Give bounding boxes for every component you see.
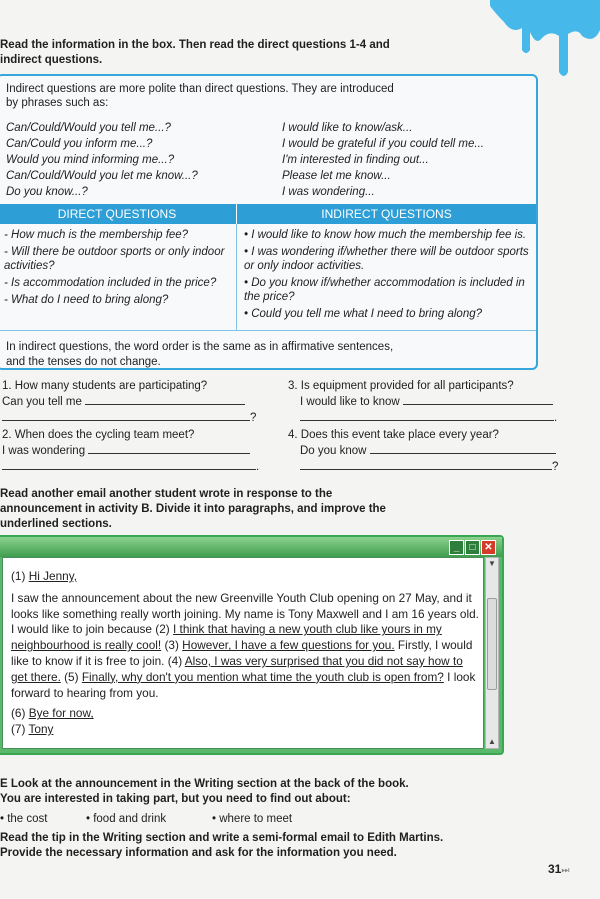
info-note-line1: In indirect questions, the word order is the same as in affirmative sentences, [6, 341, 394, 353]
indirect-questions-list [244, 228, 534, 324]
marker-5: (5) [64, 669, 79, 684]
underlined-section-2: I think that having a new youth club like yours in my neighbourhood is really cool! [11, 622, 442, 653]
exercise-1-prompt: Can you tell me [2, 396, 82, 408]
underlined-section-3: However, I have a few questions for you. [182, 638, 395, 653]
exercise-4-answer-line-2[interactable] [300, 459, 552, 470]
phrase-item: Can/Could you inform me...? [6, 138, 153, 150]
direct-questions-header: DIRECT QUESTIONS [0, 204, 236, 224]
marker-2: (2) [155, 622, 170, 637]
marker-4: (4) [167, 653, 183, 668]
forward-arrows-icon: ⏭ [561, 865, 570, 875]
task-e-item: • where to meet [212, 813, 293, 825]
info-intro [6, 82, 426, 110]
marker-1: (1) [11, 569, 26, 583]
task-d-instruction [0, 487, 386, 532]
exercise-2-answer-line[interactable] [88, 443, 250, 454]
exercise-1-answer-line-2[interactable] [2, 410, 250, 421]
phrase-item: Can/Could/Would you let me know...? [6, 170, 198, 182]
email-window [0, 535, 504, 755]
exercise-2 [2, 427, 282, 475]
phrases-right-list [282, 120, 536, 200]
exercise-3-answer-line[interactable] [403, 394, 553, 405]
direct-questions-list [4, 228, 232, 310]
task-d-line3: underlined sections. [0, 518, 112, 530]
close-icon[interactable]: ✕ [481, 540, 496, 555]
exercise-3-end: . [554, 412, 558, 424]
phrases-left-list [6, 120, 276, 200]
exercise-2-answer-line-2[interactable] [2, 459, 256, 470]
task-e-item: • the cost [0, 813, 48, 825]
info-intro-line2: by phrases such as: [6, 97, 109, 109]
email-scrollbar[interactable] [485, 557, 499, 749]
exercise-1-answer-line[interactable] [85, 394, 245, 405]
info-note [6, 340, 436, 370]
scroll-up-arrow-icon[interactable]: ▲ [488, 737, 496, 746]
task-e-item: • food and drink [86, 813, 167, 825]
indirect-question: • Could you tell me what I need to bring along? [244, 308, 483, 320]
direct-question: - How much is the membership fee? [4, 229, 189, 241]
exercise-4-end: ? [552, 461, 559, 473]
exercise-2-prompt: I was wondering [2, 445, 86, 457]
exercise-4-answer-line[interactable] [370, 443, 556, 454]
table-bottom-rule [0, 330, 536, 331]
page-number [548, 862, 569, 876]
marker-7: (7) [11, 722, 26, 737]
direct-question: - Is accommodation included in the price? [4, 277, 217, 289]
underlined-section-5: Finally, why don't you mention what time the youth club is open from? [81, 669, 444, 684]
indirect-question: • I would like to know how much the membership fee is. [244, 229, 527, 241]
exercise-3-answer-line-2[interactable] [300, 410, 554, 421]
task-e-line1: E Look at the announcement in the Writing section at the back of the book. [0, 778, 409, 790]
indirect-questions-header: INDIRECT QUESTIONS [237, 204, 536, 224]
email-body [2, 557, 484, 749]
underlined-section-4: Also, I was very surprised that you did not say how to get there. [11, 653, 463, 684]
email-paragraph-text: I look forward to hearing from you. [11, 669, 476, 700]
info-intro-line1: Indirect questions are more polite than direct questions. They are introduced [6, 83, 394, 95]
exercise-1 [2, 378, 282, 426]
task-c-instruction [0, 38, 390, 68]
email-text [11, 569, 479, 738]
exercise-1-end: ? [250, 412, 257, 424]
task-e-line2: You are interested in taking part, but you need to find out about: [0, 793, 351, 805]
task-e-items [0, 812, 590, 827]
task-e-instruction [0, 777, 590, 861]
phrase-item: Can/Could/Would you tell me...? [6, 122, 171, 134]
exercise-3-prompt: I would like to know [300, 396, 400, 408]
marker-3: (3) [164, 638, 179, 653]
page-number-value: 31 [548, 862, 562, 876]
phrase-item: Would you mind informing me...? [6, 154, 175, 166]
indirect-questions-info-box [0, 74, 538, 370]
phrase-item: I was wondering... [282, 186, 375, 198]
exercise-3-question: 3. Is equipment provided for all participants? [288, 380, 514, 392]
window-controls [448, 540, 496, 555]
minimize-icon[interactable]: _ [449, 540, 464, 555]
exercise-1-question: 1. How many students are participating? [2, 380, 208, 392]
underlined-section-6: Bye for now, [28, 706, 94, 721]
underlined-greeting: Hi Jenny, [28, 569, 78, 583]
email-paragraph-text: I saw the announcement about the new Greenville Youth Club opening on 27 May, and it looks like something really worth joining. My name is Tony Maxwell and I am 16 years old. I would like to join because [11, 590, 479, 637]
task-d-line1: Read another email another student wrote in response to the [0, 488, 333, 500]
phrase-item: Do you know...? [6, 186, 88, 198]
exercise-2-end: . [256, 461, 260, 473]
task-d-line2: announcement in activity B. Divide it into paragraphs, and improve the [0, 503, 386, 515]
task-c-line2: indirect questions. [0, 54, 103, 66]
info-note-line2: and the tenses do not change. [6, 356, 161, 368]
phrase-item: I'm interested in finding out... [282, 154, 429, 166]
exercise-2-question: 2. When does the cycling team meet? [2, 429, 195, 441]
scroll-thumb[interactable] [487, 598, 497, 690]
task-e-line4: Provide the necessary information and ask for the information you need. [0, 847, 397, 859]
phrase-item: I would like to know/ask... [282, 122, 413, 134]
email-paragraph-text: Firstly, I would like to know if it is free to join. [11, 638, 473, 668]
phrase-item: Please let me know... [282, 170, 391, 182]
marker-6: (6) [11, 706, 26, 721]
indirect-question: • I was wondering if/whether there will be outdoor sports or only indoor activities. [244, 246, 529, 272]
maximize-icon[interactable]: □ [465, 540, 480, 555]
exercise-4 [288, 427, 578, 475]
exercise-4-prompt: Do you know [300, 445, 367, 457]
direct-question: - What do I need to bring along? [4, 294, 169, 306]
exercise-4-question: 4. Does this event take place every year? [288, 429, 499, 441]
paint-splash-decoration [490, 0, 600, 80]
task-e-line3: Read the tip in the Writing section and write a semi-formal email to Edith Martins. [0, 832, 444, 844]
indirect-question: • Do you know if/whether accommodation is included in the price? [244, 277, 525, 303]
underlined-section-7: Tony [28, 722, 54, 737]
phrase-item: I would be grateful if you could tell me... [282, 138, 484, 150]
exercise-3 [288, 378, 578, 426]
table-divider [236, 224, 237, 330]
scroll-down-arrow-icon[interactable]: ▼ [488, 559, 496, 568]
email-window-titlebar [0, 537, 502, 557]
task-c-line1: Read the information in the box. Then read the direct questions 1-4 and [0, 39, 390, 51]
direct-question: - Will there be outdoor sports or only indoor activities? [4, 246, 225, 272]
